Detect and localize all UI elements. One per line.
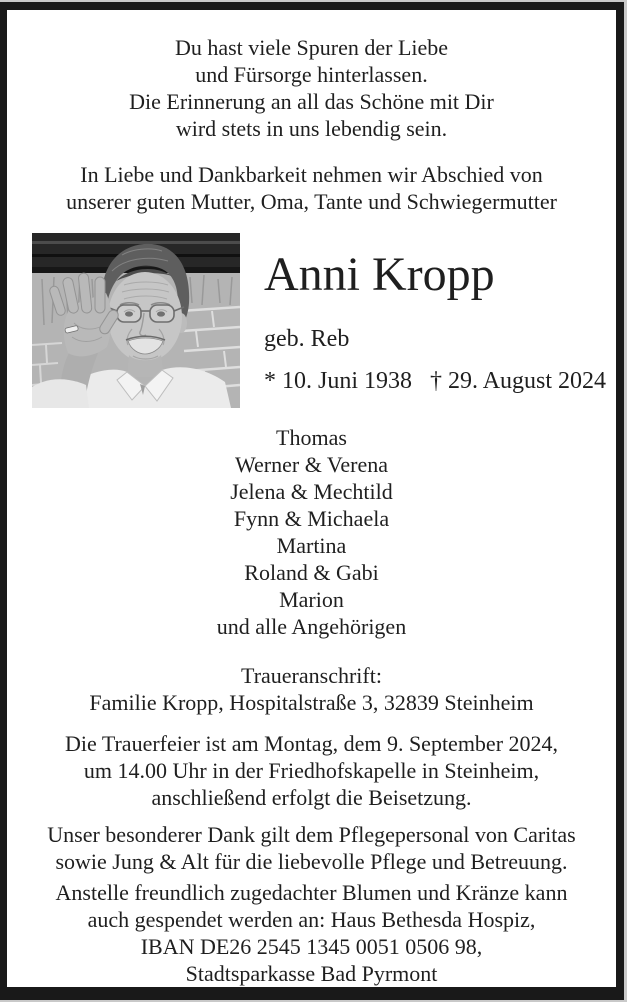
address-heading: Traueranschrift:: [241, 663, 382, 688]
death-date: † 29. August 2024: [430, 368, 607, 394]
portrait-photo: [32, 233, 240, 408]
mourner-line: und alle Angehörigen: [216, 614, 407, 639]
mourners-block: [7, 424, 616, 640]
intro-block: [7, 161, 616, 215]
donation-line: auch gespendet werden an: Haus Bethesda Hospiz,: [87, 907, 536, 932]
donation-line: Anstelle freundlich zugedachter Blumen und Kränze kann: [55, 880, 568, 905]
intro-line: unserer guten Mutter, Oma, Tante und Schwiegermutter: [66, 189, 557, 214]
funeral-line: um 14.00 Uhr in der Friedhofskapelle in Steinheim,: [83, 758, 540, 783]
deceased-block: [264, 233, 606, 395]
donation-line: IBAN DE26 2545 1345 0051 0506 98,: [140, 934, 483, 959]
photo-and-name-row: [7, 233, 616, 408]
mourner-line: Werner & Verena: [235, 452, 388, 477]
intro-line: In Liebe und Dankbarkeit nehmen wir Abschied von: [80, 162, 543, 187]
life-dates: [264, 367, 606, 395]
mourner-line: Jelena & Mechtild: [230, 479, 393, 504]
thanks-block: [7, 821, 616, 875]
donation-block: [7, 879, 616, 987]
address-line: Familie Kropp, Hospitalstraße 3, 32839 Steinheim: [89, 690, 534, 715]
poem-line: Die Erinnerung an all das Schöne mit Dir: [129, 89, 494, 114]
mourner-line: Marion: [279, 587, 344, 612]
mourner-line: Roland & Gabi: [244, 560, 379, 585]
poem-line: und Fürsorge hinterlassen.: [195, 62, 428, 87]
mourner-line: Fynn & Michaela: [233, 506, 390, 531]
poem-block: [7, 34, 616, 142]
poem-line: wird stets in uns lebendig sein.: [175, 116, 448, 141]
thanks-line: Unser besonderer Dank gilt dem Pflegepersonal von Caritas: [47, 822, 576, 847]
mourner-line: Martina: [276, 533, 347, 558]
thanks-line: sowie Jung & Alt für die liebevolle Pflege und Betreuung.: [55, 849, 568, 874]
funeral-info-block: [7, 730, 616, 811]
maiden-name: geb. Reb: [264, 326, 350, 352]
donation-line: Stadtsparkasse Bad Pyrmont: [185, 961, 438, 986]
mourner-line: Thomas: [276, 425, 347, 450]
deceased-name: Anni Kropp: [264, 248, 495, 301]
birth-date: * 10. Juni 1938: [264, 368, 413, 394]
portrait-photo-illustration: [32, 233, 240, 408]
mourning-address-block: [7, 662, 616, 716]
funeral-line: Die Trauerfeier ist am Montag, dem 9. September 2024,: [64, 731, 559, 756]
funeral-line: anschließend erfolgt die Beisetzung.: [151, 785, 472, 810]
obituary-notice: [0, 2, 624, 1000]
poem-line: Du hast viele Spuren der Liebe: [174, 35, 449, 60]
